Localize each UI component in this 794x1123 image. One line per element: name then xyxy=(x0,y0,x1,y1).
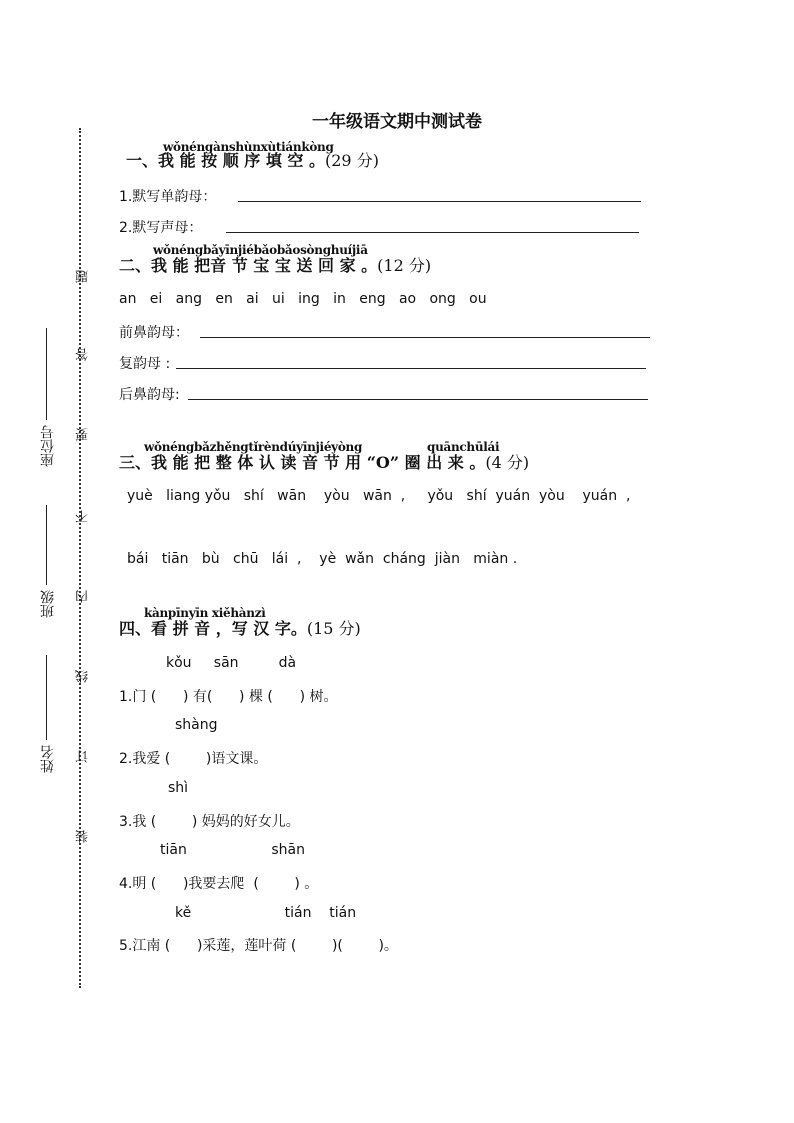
binding-char: 题 xyxy=(76,270,91,283)
class-blank[interactable] xyxy=(46,505,47,585)
item-pinyin: shàng xyxy=(175,717,218,733)
pinyin-sentence[interactable]: yuè liang yǒu shí wān yòu wān , yǒu shí yuán yòu yuán , xyxy=(127,488,631,504)
item-pinyin: tiān shān xyxy=(160,842,306,858)
binding-char: 订 xyxy=(76,750,91,763)
answer-line[interactable] xyxy=(188,399,648,400)
section3-pinyin: wǒnéngbǎzhěngtǐrèndúyīnjiéyòng xyxy=(144,440,363,454)
binding-char: 内 xyxy=(76,590,91,603)
binding-dotted-line xyxy=(79,128,81,988)
page-title: 一年级语文期中测试卷 xyxy=(312,112,482,132)
binding-char: 线 xyxy=(76,670,91,683)
section2-q1-label: 前鼻韵母： xyxy=(119,325,189,341)
fill-item[interactable]: 2.我爱 ( )语文课。 xyxy=(119,751,268,767)
item-pinyin: shì xyxy=(168,780,189,796)
section4-heading: 四、看 拼 音 ，写 汉 字。(15 分) xyxy=(119,619,361,638)
binding-char: 不 xyxy=(76,510,91,523)
fill-item[interactable]: 4.明 ( )我要去爬 ( ) 。 xyxy=(119,876,319,892)
section1-pinyin: wǒnéngànshùnxùtiánkòng xyxy=(163,140,334,154)
fill-item[interactable]: 3.我 ( ) 妈妈的好女儿。 xyxy=(119,814,300,830)
section4-pinyin: kànpīnyīn xiěhànzì xyxy=(144,606,266,620)
binding-char: 要 xyxy=(76,428,91,441)
binding-char: 装 xyxy=(76,830,91,843)
name-label: 姓名 xyxy=(40,745,56,773)
item-pinyin: kǒu sān dà xyxy=(166,655,297,671)
section1-q2-label: 2.默写声母： xyxy=(119,220,203,236)
section2-heading: 二、我 能 把音 节 宝 宝 送 回 家 。(12 分) xyxy=(119,256,432,275)
fill-item[interactable]: 5.江南 ( )采莲，莲叶荷 ( )( )。 xyxy=(119,938,398,954)
answer-line[interactable] xyxy=(238,201,641,202)
name-blank[interactable] xyxy=(46,655,47,740)
answer-line[interactable] xyxy=(176,368,646,369)
seat-number-blank[interactable] xyxy=(46,328,47,420)
section1-heading: 一、我 能 按 顺 序 填 空 。(29 分) xyxy=(126,151,379,170)
section2-q3-label: 后鼻韵母: xyxy=(119,387,180,403)
class-label: 班级 xyxy=(40,590,56,618)
seat-number-label: 座位号 xyxy=(40,425,56,467)
section2-q2-label: 复韵母 : xyxy=(119,356,171,372)
section3-pinyin-circle: quānchūlái xyxy=(427,440,500,454)
binding-char: 答 xyxy=(76,348,91,361)
fill-item[interactable]: 1.门 ( ) 有( ) 棵 ( ) 树。 xyxy=(119,689,338,705)
section2-pinyin: wǒnéngbǎyīnjiébǎobǎosònghuíjiā xyxy=(153,243,368,257)
section3-heading: 三、我 能 把 整 体 认 读 音 节 用 “O” 圈 出 来 。(4 分) xyxy=(119,453,530,472)
section1-q1-label: 1.默写单韵母： xyxy=(119,189,217,205)
pinyin-sentence[interactable]: bái tiān bù chū lái , yè wǎn cháng jiàn miàn . xyxy=(127,551,518,567)
answer-line[interactable] xyxy=(226,232,639,233)
finals-list: an ei ang en ai ui ing in eng ao ong ou xyxy=(119,291,487,307)
item-pinyin: kě tián tián xyxy=(175,905,357,921)
answer-line[interactable] xyxy=(200,337,650,338)
